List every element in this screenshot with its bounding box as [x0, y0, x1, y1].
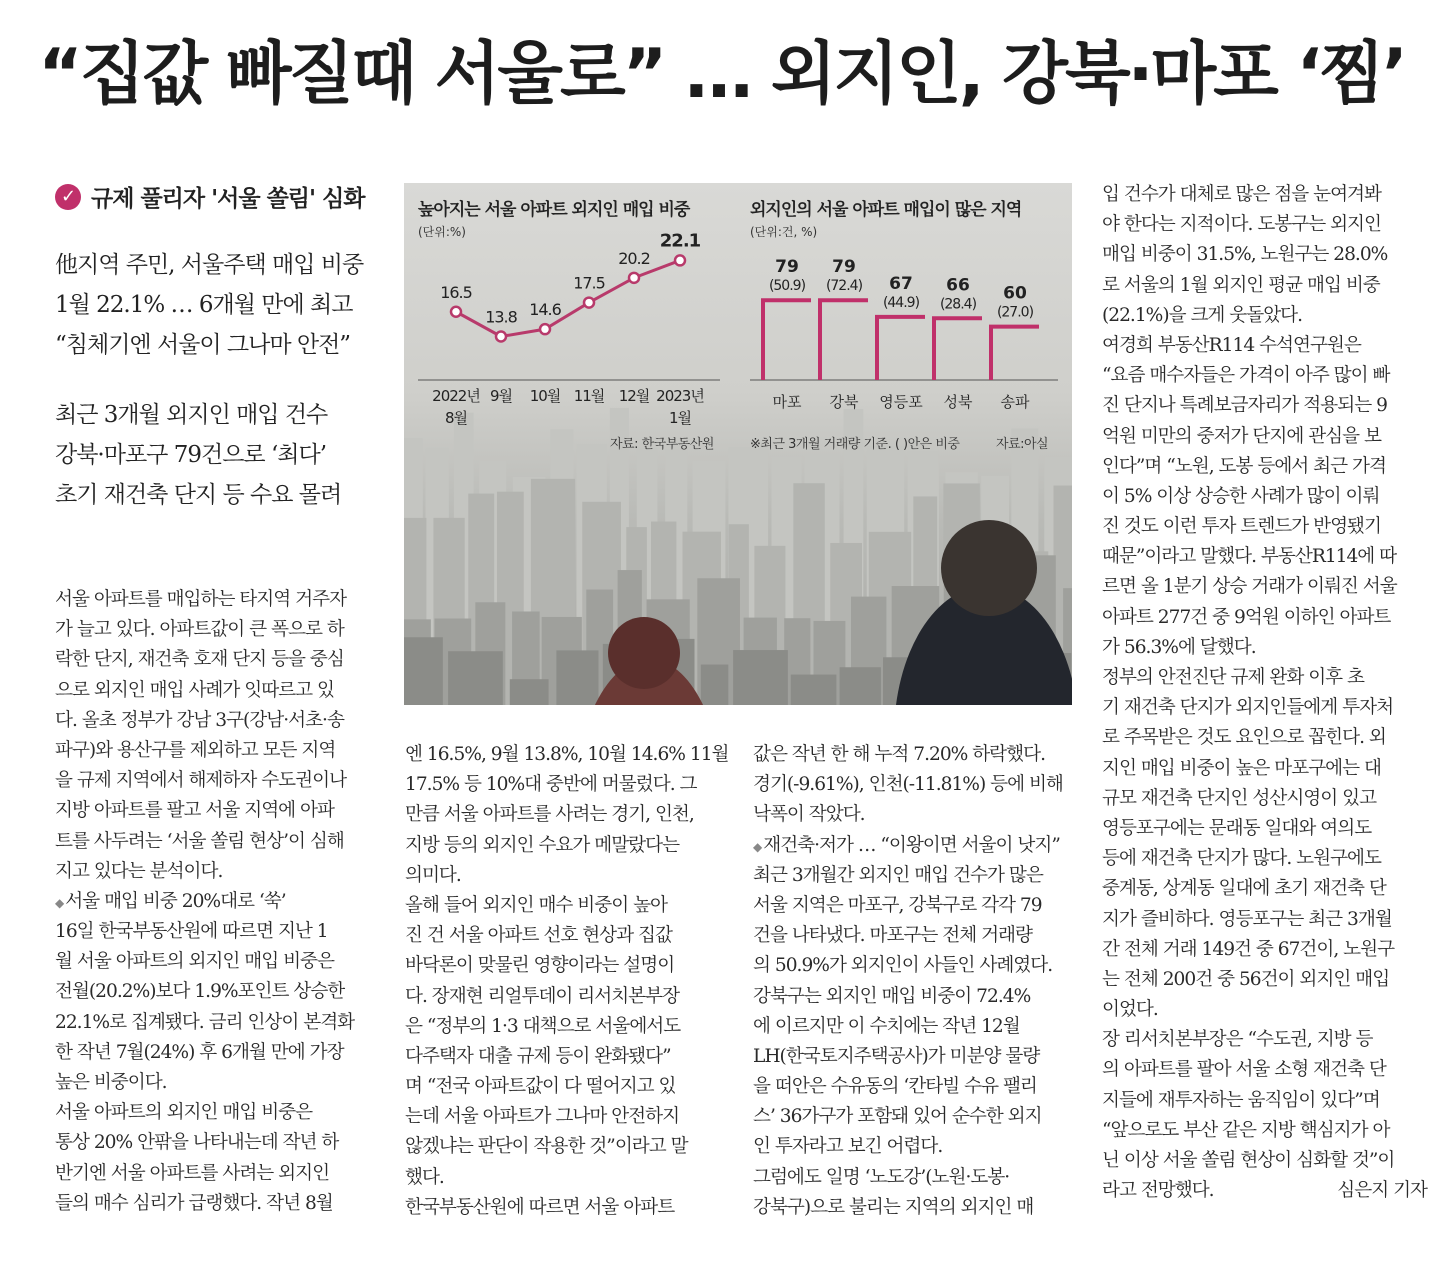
article-line: 지방 아파트를 팔고 서울 지역에 아파 — [55, 800, 334, 822]
article-line: 강북구)으로 불리는 지역의 외지인 매 — [753, 1196, 1034, 1218]
building-shape — [556, 650, 598, 705]
article-line: 이었다. — [1102, 999, 1158, 1021]
subhead-line: 1월 22.1% … 6개월 만에 최고 — [55, 292, 353, 318]
bar-share-label: (27.0) — [996, 304, 1034, 321]
bar-share-label: (50.9) — [768, 278, 806, 295]
subhead-line: 초기 재건축 단지 등 수요 몰려 — [55, 482, 342, 508]
right-chart-note: ※최근 3개월 거래량 기준. ( )안은 비중 — [750, 437, 960, 452]
article-line: 으로 외지인 매입 사례가 잇따르고 있 — [55, 679, 334, 701]
article-line: 정부의 안전진단 규제 완화 이후 초 — [1102, 667, 1365, 688]
article-line: 들의 매수 심리가 급랭했다. 작년 8월 — [55, 1192, 333, 1214]
tick-label: 강북 — [829, 393, 859, 411]
bar — [877, 317, 925, 380]
article-line: 기 재건축 단지가 외지인들에게 투자처 — [1102, 697, 1394, 719]
article-line: 억원 미만의 중저가 단지에 관심을 보 — [1102, 425, 1381, 447]
bar — [820, 300, 868, 380]
article-line: 규모 재건축 단지인 성산시영이 있고 — [1102, 787, 1377, 809]
article-line: 간 전체 거래 149건 중 67건이, 노원구 — [1102, 938, 1395, 960]
subhead-line: “침체기엔 서울이 그나마 안전” — [55, 332, 351, 358]
article-line: 않겠냐는 판단이 작용한 것”이라고 말 — [405, 1136, 688, 1158]
tick-label: 1월 — [668, 409, 692, 427]
article-line: 22.1%로 집계됐다. 금리 인상이 본격화 — [55, 1011, 355, 1033]
article-line: 16일 한국부동산원에 따르면 지난 1 — [55, 921, 328, 943]
article-line: 그럼에도 일명 ‘노도강’(노원·도봉· — [753, 1166, 1010, 1188]
subhead-line: 최근 3개월 외지인 매입 건수 — [55, 402, 328, 428]
article-line: 영등포구에는 문래동 일대와 여의도 — [1102, 817, 1372, 839]
article-line: 에 이르지만 이 수치에는 작년 12월 — [753, 1015, 1020, 1037]
article-line: 르면 올 1분기 상승 거래가 이뤄진 서울 — [1102, 576, 1397, 598]
article-line: 로 주목받은 것도 요인으로 꼽힌다. 외 — [1102, 727, 1386, 749]
data-label: 13.8 — [485, 307, 517, 327]
article-line: 높은 비중이다. — [55, 1072, 167, 1093]
article-line: 다. 올초 정부가 강남 3구(강남·서초·송 — [55, 709, 344, 731]
tick-label: 성북 — [943, 393, 973, 411]
article-line: 낙폭이 작았다. — [753, 804, 865, 826]
subheads-2 — [55, 395, 395, 515]
article-line: 여경희 부동산R114 수석연구원은 — [1102, 334, 1361, 356]
data-point — [584, 298, 594, 308]
data-label: 17.5 — [573, 273, 605, 293]
head-shape — [608, 617, 680, 689]
article-column-2 — [405, 740, 730, 1223]
article-line: 며 “전국 아파트값이 다 떨어지고 있 — [405, 1076, 676, 1098]
article-line: 경기(-9.61%), 인천(-11.81%) 등에 비해 — [753, 774, 1063, 796]
article-line: 야 한다는 지적이다. 도봉구는 외지인 — [1102, 214, 1381, 236]
article-line: 지인 매입 비중이 높은 마포구에는 대 — [1102, 757, 1381, 779]
bar-value-label: 79 — [775, 257, 799, 278]
article-line: 한 작년 7월(24%) 후 6개월 만에 가장 — [55, 1041, 344, 1063]
bar-value-label: 66 — [946, 275, 970, 296]
subheads-1 — [55, 245, 395, 365]
article-line: 아파트 277건 중 9억원 이하인 아파트 — [1102, 606, 1391, 628]
article-line: 을 규제 지역에서 해제하자 수도권이나 — [55, 770, 347, 792]
left-chart-unit: (단위:%) — [418, 225, 466, 239]
data-point — [451, 307, 461, 317]
data-label: 20.2 — [618, 248, 650, 268]
article-line: 등에 재건축 단지가 많다. 노원구에도 — [1102, 848, 1381, 870]
data-label: 22.1 — [659, 230, 701, 252]
article-line: 바닥론이 맞물린 영향이라는 설명이 — [405, 955, 675, 977]
article-line: 때문”이라고 말했다. 부동산R114에 따 — [1102, 546, 1397, 568]
article-line — [1102, 1176, 1427, 1206]
article-line: 가 56.3%에 달했다. — [1102, 636, 1256, 658]
article-line: 트를 사두려는 ‘서울 쏠림 현상’이 심해 — [55, 830, 344, 852]
bar-value-label: 79 — [832, 257, 856, 278]
article-line: 는데 서울 아파트가 그나마 안전하지 — [405, 1106, 680, 1128]
article-line-text: 라고 전망했다. — [1102, 1180, 1214, 1202]
article-line: 인 투자라고 보긴 어렵다. — [753, 1136, 943, 1158]
article-line: 엔 16.5%, 9월 13.8%, 10월 14.6% 11월 — [405, 744, 729, 765]
bar — [991, 327, 1039, 380]
article-line: 을 떠안은 수유동의 ‘칸타빌 수유 팰리 — [753, 1076, 1037, 1098]
right-chart-title: 외지인의 서울 아파트 매입이 많은 지역 — [750, 200, 1022, 220]
tick-label: 영등포 — [879, 393, 923, 411]
article-line: 전월(20.2%)보다 1.9%포인트 상승한 — [55, 981, 345, 1003]
news-graphic — [404, 183, 1072, 705]
article-line: 17.5% 등 10%대 중반에 머물렀다. 그 — [405, 774, 697, 796]
bar — [763, 300, 811, 380]
article-line: LH(한국토지주택공사)가 미분양 물량 — [753, 1045, 1040, 1067]
bar-share-label: (72.4) — [825, 278, 863, 295]
article-line: 값은 작년 한 해 누적 7.20% 하락했다. — [753, 744, 1045, 765]
building-shape — [701, 665, 729, 705]
data-label: 14.6 — [529, 300, 561, 320]
article-line: 진 단지나 특례보금자리가 적용되는 9 — [1102, 395, 1387, 417]
head-shape — [941, 520, 1037, 616]
kicker — [55, 180, 365, 213]
article-line: 월 서울 아파트의 외지인 매입 비중은 — [55, 951, 334, 973]
headline: “집값 빠질때 서울로” … 외지인, 강북·마포 ‘찜’ — [38, 35, 1405, 114]
subhead-line: 강북·마포구 79건으로 ‘최다’ — [55, 442, 327, 468]
data-point — [629, 273, 639, 283]
tick-label: 12월 — [618, 387, 650, 405]
article-line: 진 건 서울 아파트 선호 현상과 집값 — [405, 925, 672, 947]
article-line: 반기엔 서울 아파트를 사려는 외지인 — [55, 1162, 330, 1184]
article-line: 지방 등의 외지인 수요가 메말랐다는 — [405, 834, 680, 856]
article-line: (22.1%)을 크게 웃돌았다. — [1102, 304, 1303, 326]
article-line: 건을 나타냈다. 마포구는 전체 거래량 — [753, 925, 1032, 947]
tick-label: 8월 — [444, 409, 468, 427]
kicker-text: 규제 풀리자 '서울 쏠림' 심화 — [91, 186, 365, 212]
article-line: 서울 아파트를 매입하는 타지역 거주자 — [55, 589, 347, 610]
bar — [934, 318, 982, 380]
article-line: 중계동, 상계동 일대에 초기 재건축 단 — [1102, 878, 1386, 900]
article-line: 는 전체 200건 중 56건이 외지인 매입 — [1102, 968, 1390, 990]
article-line: 지들에 재투자하는 움직임이 있다”며 — [1102, 1089, 1380, 1111]
article-line: ◆ 재건축·저가 … “이왕이면 서울이 낫지” — [753, 831, 1078, 861]
article-line: “앞으로도 부산 같은 지방 핵심지가 아 — [1102, 1119, 1390, 1141]
bar-share-label: (44.9) — [882, 294, 920, 311]
article-line: 닌 이상 서울 쏠림 현상이 심화할 것”이 — [1102, 1150, 1395, 1171]
data-label: 16.5 — [440, 282, 472, 302]
building-shape — [510, 679, 549, 705]
article-line: 최근 3개월간 외지인 매입 건수가 많은 — [753, 864, 1043, 886]
article-line: 서울 아파트의 외지인 매입 비중은 — [55, 1102, 313, 1124]
subhead-line: 他지역 주민, 서울주택 매입 비중 — [55, 252, 364, 278]
article-line: 통상 20% 안팎을 나타내는데 작년 하 — [55, 1132, 339, 1154]
article-line: 파구)와 용산구를 제외하고 모든 지역 — [55, 739, 336, 761]
article-line: “요즘 매수자들은 가격이 아주 많이 빠 — [1102, 365, 1390, 387]
check-icon: ✓ — [55, 184, 81, 210]
article-line: 만큼 서울 아파트를 사려는 경기, 인천, — [405, 804, 694, 826]
article-line: 강북구는 외지인 매입 비중이 72.4% — [753, 985, 1031, 1007]
article-line: 로 서울의 1월 외지인 평균 매입 비중 — [1102, 274, 1380, 296]
article-line: 락한 단지, 재건축 호재 단지 등을 중심 — [55, 649, 344, 671]
article-line: 의미다. — [405, 864, 461, 886]
building-shape — [733, 650, 788, 705]
article-line: 입 건수가 대체로 많은 점을 눈여겨봐 — [1102, 184, 1381, 205]
left-chart-title: 높아지는 서울 아파트 외지인 매입 비중 — [418, 200, 690, 220]
data-point — [540, 324, 550, 334]
bar-value-label: 67 — [889, 273, 913, 294]
bar-share-label: (28.4) — [939, 296, 977, 313]
article-line: 올해 들어 외지인 매수 비중이 높아 — [405, 894, 668, 916]
tick-label: 9월 — [489, 387, 513, 405]
building-shape — [791, 675, 837, 705]
article-line: 한국부동산원에 따르면 서울 아파트 — [405, 1196, 675, 1218]
article-line: 은 “정부의 1·3 대책으로 서울에서도 — [405, 1015, 681, 1037]
data-point — [675, 255, 685, 265]
byline: 심은지 기자 — [1337, 1180, 1427, 1202]
tick-label: 송파 — [1000, 393, 1030, 411]
tick-label: 11월 — [573, 387, 605, 405]
article-line: 의 아파트를 팔아 서울 소형 재건축 단 — [1102, 1059, 1386, 1081]
article-line: 진 것도 이런 투자 트렌드가 반영됐기 — [1102, 516, 1381, 538]
article-line: 스’ 36가구가 포함돼 있어 순수한 외지 — [753, 1106, 1042, 1128]
article-line: 다. 장재현 리얼투데이 리서치본부장 — [405, 985, 680, 1007]
bar-value-label: 60 — [1003, 283, 1027, 304]
article-line: 다주택자 대출 규제 등이 완화됐다” — [405, 1045, 671, 1067]
article-column-4 — [1102, 180, 1427, 1206]
article-line: 했다. — [405, 1166, 444, 1188]
article-line: 장 리서치본부장은 “수도권, 지방 등 — [1102, 1029, 1373, 1051]
right-chart-source: 자료:아실 — [996, 437, 1049, 452]
article-line: 서울 지역은 마포구, 강북구로 각각 79 — [753, 894, 1042, 916]
tick-label: 마포 — [772, 393, 802, 411]
data-point — [496, 332, 506, 342]
article-column-1 — [55, 585, 380, 1219]
right-chart-unit: (단위:건, %) — [750, 225, 818, 239]
building-shape — [840, 667, 881, 705]
article-line: 의 50.9%가 외지인이 사들인 사례였다. — [753, 955, 1053, 977]
article-line: ◆ 서울 매입 비중 20%대로 ‘쑥’ — [55, 887, 380, 917]
article-line: 매입 비중이 31.5%, 노원구는 28.0% — [1102, 244, 1388, 266]
article-column-3 — [753, 740, 1078, 1223]
tick-label: 2022년 — [432, 387, 480, 405]
article-line: 가 늘고 있다. 아파트값이 큰 폭으로 하 — [55, 619, 344, 641]
charts — [404, 183, 1072, 483]
article-line: 지가 즐비하다. 영등포구는 최근 3개월 — [1102, 908, 1392, 930]
article-line: 이 5% 이상 상승한 사례가 많이 이뤄 — [1102, 485, 1380, 507]
tick-label: 2023년 — [656, 387, 704, 405]
left-chart-source: 자료: 한국부동산원 — [610, 437, 714, 452]
article-line: 인다”며 “노원, 도봉 등에서 최근 가격 — [1102, 455, 1386, 477]
building-shape — [404, 637, 443, 705]
tick-label: 10월 — [529, 387, 561, 405]
building-shape — [448, 651, 503, 705]
article-line: 지고 있다는 분석이다. — [55, 860, 223, 882]
